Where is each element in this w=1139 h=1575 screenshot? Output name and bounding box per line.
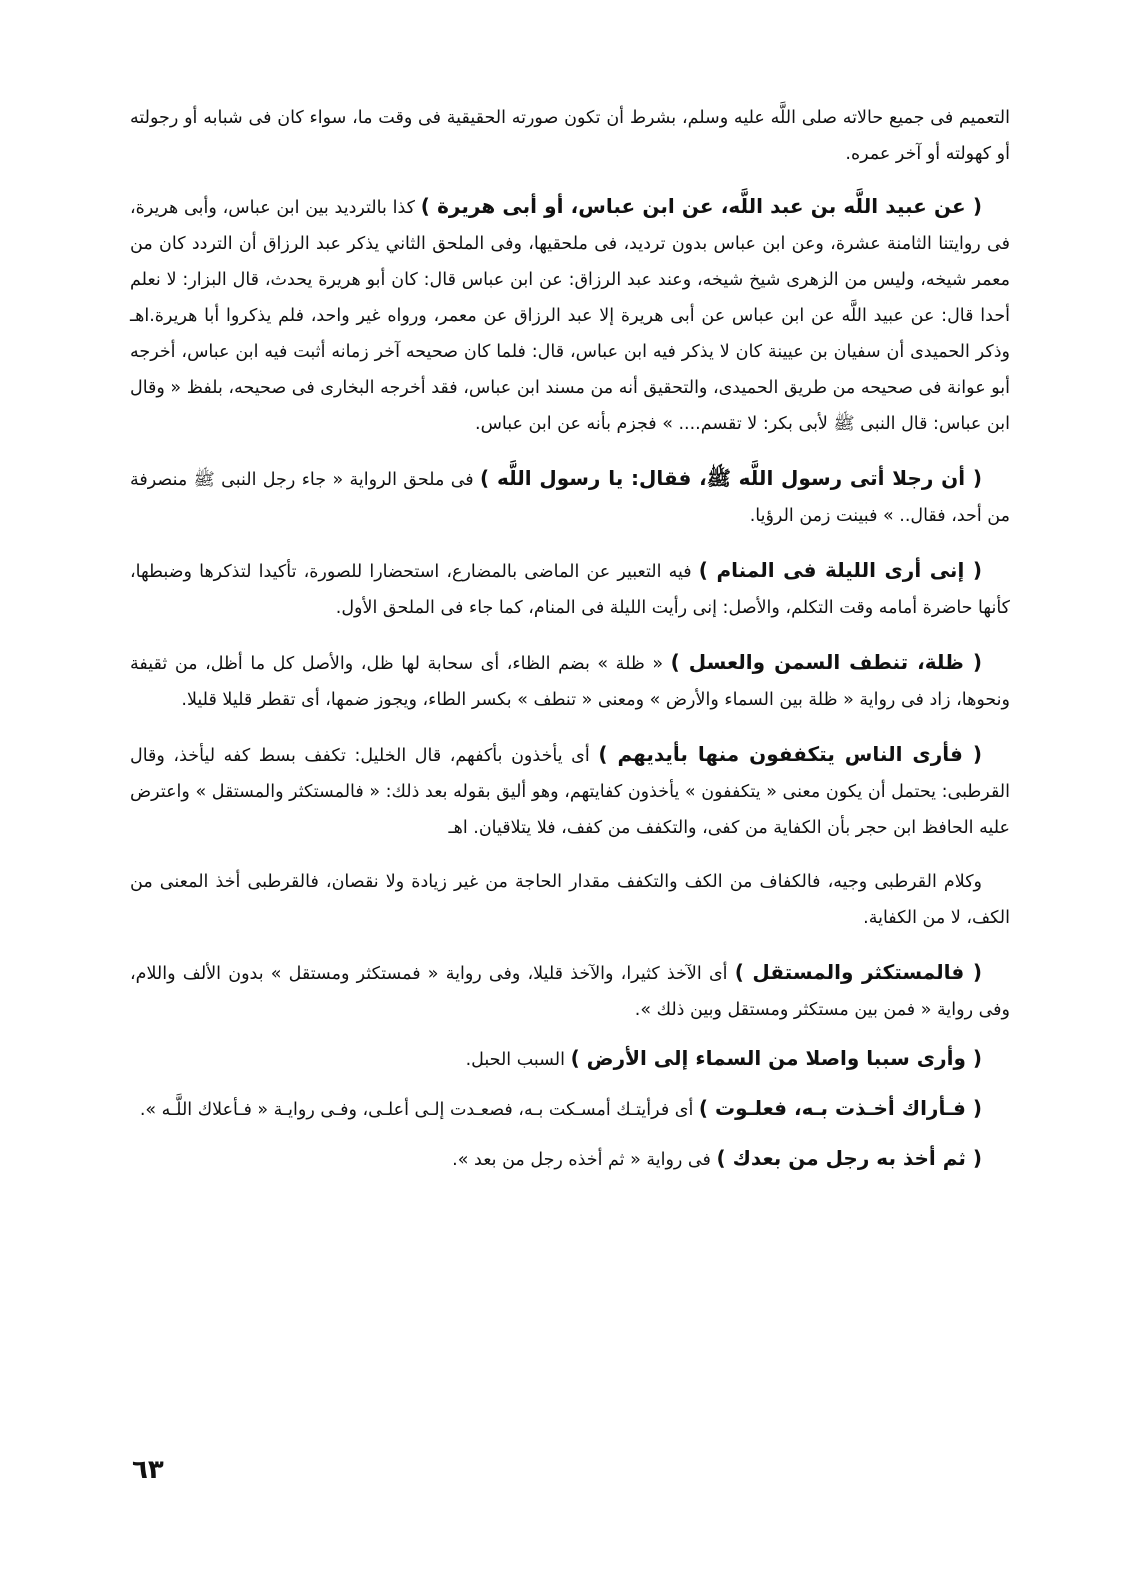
paragraph-10-heading-text: فـأراك أخـذت بـه، فعلـوت xyxy=(715,1096,966,1120)
paragraph-2 xyxy=(130,188,1010,442)
paragraph-2-text: كذا بالترديد بين ابن عباس، وأبى هريرة، فى روايتنا الثامنة عشرة، وعن ابن عباس بدون ترديد، فى ملحقيها، وفى الملحق الثاني يذكر عبد الرزاق أن التردد كان من معمر شيخه، وليس من الزهرى شيخ شيخه، وعند عبد الرزاق: عن ابن عباس قال: كان أبو هريرة يحدث، قال البزار: لا نعلم أحدا قال: عن عبيد اللَّه عن ابن عباس عن أبى هريرة إلا عبد الرزاق عن معمر، ورواه غير واحد، فلم يذكروا أبا هريرة.اهـ وذكر الحميدى أن سفيان بن عيينة كان لا يذكر فيه ابن عباس، قال: فلما كان صحيحه آخر زمانه أثبت فيه ابن عباس، أخرجه أبو عوانة فى صحيحه من طريق الحميدى، والتحقيق أنه من مسند ابن عباس، فقد أخرجه البخارى فى صحيحه، بلفظ « وقال ابن عباس: قال النبى ﷺ لأبى بكر: لا تقسم.... » فجزم بأنه عن ابن عباس. xyxy=(130,198,1010,434)
paragraph-4 xyxy=(130,552,1010,626)
paragraph-8 xyxy=(130,954,1010,1028)
paragraph-8-heading-text: فالمستكثر والمستقل xyxy=(752,960,965,984)
paragraph-5-heading-text: ظلة، تنطف السمن والعسل xyxy=(688,650,964,674)
paragraph-5-heading: ( ظلة، تنطف السمن والعسل ) xyxy=(670,650,982,674)
paragraph-6-heading-text: فأرى الناس يتكففون منها بأيديهم xyxy=(617,742,963,766)
paragraph-6-text: أى يأخذون بأكفهم، قال الخليل: تكفف بسط كفه ليأخذ، وقال القرطبى: يحتمل أن يكون معنى « يتكففون » يأخذون كفايتهم، وهو أليق بقوله بعد ذلك: « فالمستكثر والمستقل » واعترض عليه الحافظ ابن حجر بأن الكفاية من كفى، والتكفف من كفف، فلا يتلاقيان. اهـ xyxy=(130,746,1010,838)
paragraph-3-heading-text: أن رجلا أتى رسول اللَّه ﷺ، فقال: يا رسول اللَّه xyxy=(496,466,966,490)
paragraph-7 xyxy=(130,864,1010,936)
paragraph-11-heading: ( ثم أخذ به رجل من بعدك ) xyxy=(716,1146,982,1170)
paragraph-9-text: السبب الحبل. xyxy=(465,1050,565,1070)
paragraph-5-text: « ظلة » بضم الظاء، أى سحابة لها ظل، والأصل كل ما أظل، من ثقيفة ونحوها، زاد فى رواية « ظلة بين السماء والأرض » ومعنى « تنطف » بكسر الطاء، ويجوز ضمها، أى تقطر قليلا قليلا. xyxy=(130,654,1010,710)
paragraph-10 xyxy=(130,1090,1010,1128)
paragraph-11-heading-text: ثم أخذ به رجل من بعدك xyxy=(732,1146,966,1170)
paragraph-2-heading: ( عن عبيد اللَّه بن عبد اللَّه، عن ابن عباس، أو أبى هريرة ) xyxy=(420,194,982,218)
paragraph-10-heading: ( فـأراك أخـذت بـه، فعلـوت ) xyxy=(698,1096,982,1120)
paragraph-11 xyxy=(130,1140,1010,1178)
paragraph-6 xyxy=(130,736,1010,846)
paragraph-7-text: وكلام القرطبى وجيه، فالكفاف من الكف والتكفف مقدار الحاجة من غير زيادة ولا نقصان، فالقرطبى أخذ المعنى من الكف، لا من الكفاية. xyxy=(130,872,1010,928)
paragraph-11-text: فى رواية « ثم أخذه رجل من بعد ». xyxy=(452,1150,711,1170)
paragraph-1-text: التعميم فى جميع حالاته صلى اللَّه عليه وسلم، بشرط أن تكون صورته الحقيقية فى وقت ما، سواء كان فى شبابه أو رجولته أو كهولته أو آخر عمره. xyxy=(130,108,1010,164)
paragraph-1 xyxy=(130,100,1010,172)
paragraph-9-heading-text: وأرى سببا واصلا من السماء إلى الأرض xyxy=(586,1046,966,1070)
paragraph-4-text: فيه التعبير عن الماضى بالمضارع، استحضارا للصورة، تأكيدا لتذكرها وضبطها، كأنها حاضرة أمامه وقت التكلم، والأصل: إنى رأيت الليلة فى المنام، كما جاء فى الملحق الأول. xyxy=(130,562,1010,618)
page-number: ٦٣ xyxy=(132,1455,164,1485)
paragraph-2-heading-text: عن عبيد اللَّه بن عبد اللَّه، عن ابن عباس، أو أبى هريرة xyxy=(437,194,966,218)
page-body xyxy=(130,100,1010,1190)
paragraph-3-heading: ( أن رجلا أتى رسول اللَّه ﷺ، فقال: يا رسول اللَّه ) xyxy=(480,466,982,490)
paragraph-3-text: فى ملحق الرواية « جاء رجل النبى ﷺ منصرفة من أحد، فقال.. » فبينت زمن الرؤيا. xyxy=(130,470,1010,526)
paragraph-9 xyxy=(130,1040,1010,1078)
paragraph-9-heading: ( وأرى سببا واصلا من السماء إلى الأرض ) xyxy=(570,1046,982,1070)
paragraph-4-heading-text: إنى أرى الليلة فى المنام xyxy=(716,558,965,582)
paragraph-6-heading: ( فأرى الناس يتكففون منها بأيديهم ) xyxy=(598,742,982,766)
paragraph-8-text: أى الآخذ كثيرا، والآخذ قليلا، وفى رواية « فمستكثر ومستقل » بدون الألف واللام، وفى رواية « فمن بين مستكثر ومستقل وبين ذلك ». xyxy=(130,964,1010,1020)
paragraph-5 xyxy=(130,644,1010,718)
paragraph-8-heading: ( فالمستكثر والمستقل ) xyxy=(734,960,982,984)
paragraph-4-heading: ( إنى أرى الليلة فى المنام ) xyxy=(698,558,982,582)
paragraph-3 xyxy=(130,460,1010,534)
paragraph-10-text: أى فرأيتـك أمسـكت بـه، فصعـدت إلـى أعلـى، وفـى روايـة « فـأعلاك اللَّـه ». xyxy=(139,1100,694,1120)
